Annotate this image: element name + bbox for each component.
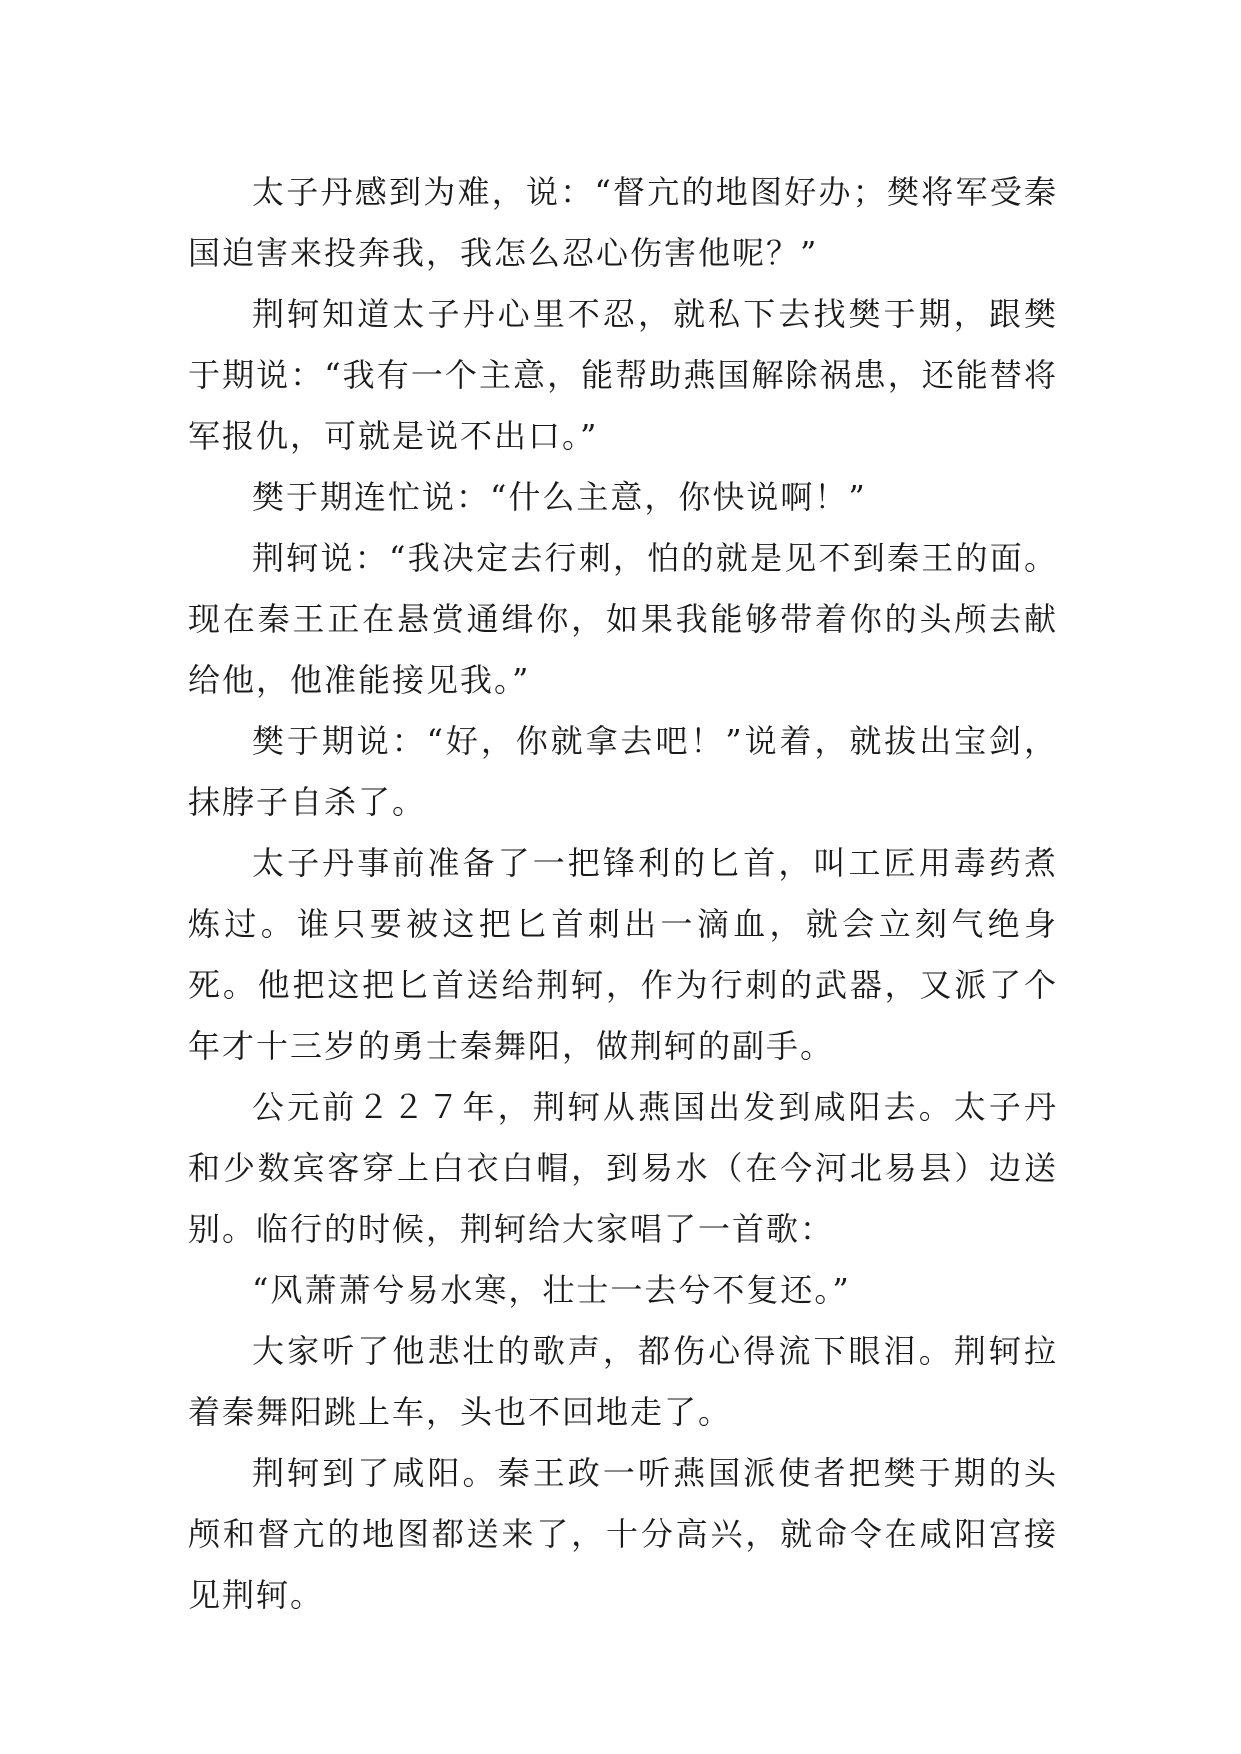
document-body	[188, 162, 1058, 1626]
paragraph: 太子丹感到为难，说：“督亢的地图好办；樊将军受秦国迫害来投奔我，我怎么忍心伤害他呢？”	[188, 173, 1058, 272]
paragraph: 大家听了他悲壮的歌声，都伤心得流下眼泪。荆轲拉着秦舞阳跳上车，头也不回地走了。	[188, 1332, 1058, 1431]
paragraph: 荆轲说：“我决定去行刺，怕的就是见不到秦王的面。现在秦王正在悬赏通缉你，如果我能够带着你的头颅去献给他，他准能接见我。”	[188, 539, 1058, 699]
paragraph: 荆轲知道太子丹心里不忍，就私下去找樊于期，跟樊于期说：“我有一个主意，能帮助燕国解除祸患，还能替将军报仇，可就是说不出口。”	[188, 295, 1058, 455]
song-lyric: “风萧萧兮易水寒，壮士一去兮不复还。”	[252, 1271, 851, 1309]
paragraph: 太子丹事前准备了一把锋利的匕首，叫工匠用毒药煮炼过。谁只要被这把匕首刺出一滴血，就会立刻气绝身死。他把这把匕首送给荆轲，作为行刺的武器，又派了个年才十三岁的勇士秦舞阳，做荆轲的副手。	[188, 844, 1058, 1065]
paragraph: 荆轲到了咸阳。秦王政一听燕国派使者把樊于期的头颅和督亢的地图都送来了，十分高兴，就命令在咸阳宫接见荆轲。	[188, 1454, 1058, 1614]
paragraph: 樊于期连忙说：“什么主意，你快说啊！”	[252, 478, 867, 516]
paragraph: 樊于期说：“好，你就拿去吧！”说着，就拔出宝剑，抹脖子自杀了。	[188, 722, 1058, 821]
paragraph: 公元前２２７年，荆轲从燕国出发到咸阳去。太子丹和少数宾客穿上白衣白帽，到易水（在今河北易县）边送别。临行的时候，荆轲给大家唱了一首歌：	[188, 1088, 1058, 1248]
